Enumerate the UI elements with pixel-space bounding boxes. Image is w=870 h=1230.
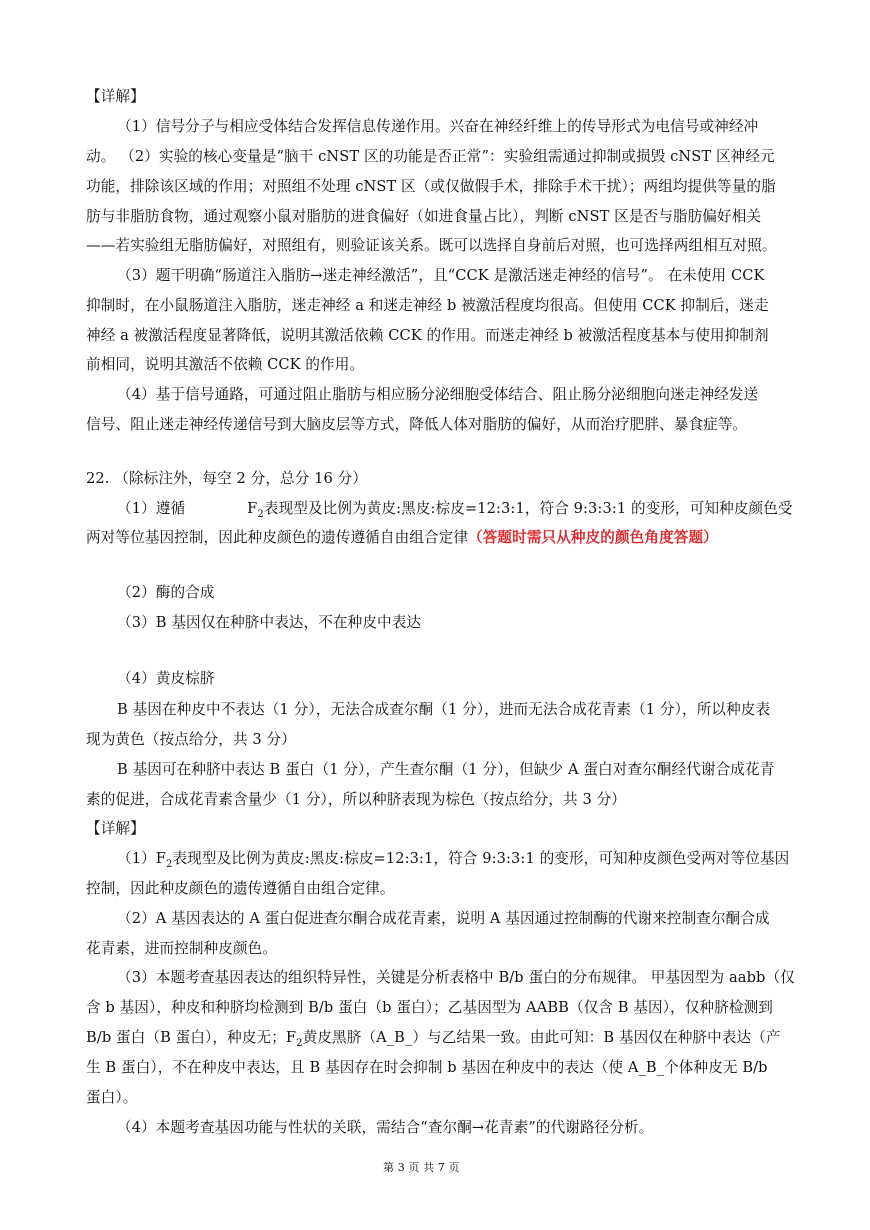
detail1-line-5: ——若实验组无脂肪偏好，对照组有，则验证该关系。既可以选择自身前后对照，也可选择两组相互对照。 <box>86 237 777 254</box>
q22-answer-1-line-2 <box>86 528 718 548</box>
detail2-p3-line3-pre: B/b 蛋白（B 蛋白），种皮无；F <box>86 1029 297 1046</box>
detail1-line-3: 功能，排除该区域的作用；对照组不处理 cNST 区（或仅做假手术，排除手术干扰）；两组均提供等量的脂 <box>86 178 776 195</box>
detail2-p2-line-1: （2）A 基因表达的 A 蛋白促进查尔酮合成花青素，说明 A 基因通过控制酶的代谢来控制查尔酮合成 <box>117 910 770 927</box>
detail2-p1-line-2: 控制，因此种皮颜色的遗传遵循自由组合定律。 <box>86 880 395 897</box>
q22-a1-label: （1）遵循 <box>117 500 186 517</box>
q22-answer-3: （3）B 基因仅在种脐中表达，不在种皮中表达 <box>117 614 422 631</box>
detail2-p1-start: （1）F <box>117 850 166 867</box>
detail2-p3-line3-post: 黄皮黑脐（A_B_）与乙结果一致。由此可知：B 基因仅在种脐中表达（产 <box>302 1029 781 1046</box>
detail2-p3-line3-sub: 2 <box>296 1037 303 1049</box>
page-footer: 第 3 页 共 7 页 <box>383 1161 460 1174</box>
detail2-p2-line-2: 花青素，进而控制种皮颜色。 <box>86 940 278 957</box>
detail1-line-2: 动。 （2）实验的核心变量是“脑干 cNST 区的功能是否正常”：实验组需通过抑制或损毁 cNST 区神经元 <box>86 148 775 165</box>
question-22-header: 22. （除标注外，每空 2 分，总分 16 分） <box>86 470 368 487</box>
detail2-p1 <box>117 849 789 875</box>
detail2-p1-rest: 表现型及比例为黄皮:黑皮:棕皮=12:3:1，符合 9:3:3:1 的变形，可知种皮颜色受两对等位基因 <box>172 850 790 867</box>
q22-a1-sub: 2 <box>257 508 264 520</box>
q22-a1-note: （答题时需只从种皮的颜色角度答题） <box>468 529 718 546</box>
detail1-line-4: 肪与非脂肪食物，通过观察小鼠对脂肪的进食偏好（如进食量占比），判断 cNST 区是否与脂肪偏好相关 <box>86 208 762 225</box>
q22-a4-line-4: 素的促进，合成花青素含量少（1 分），所以种脐表现为棕色（按点给分，共 3 分） <box>86 791 626 808</box>
detail1-line-1: （1）信号分子与相应受体结合发挥信息传递作用。兴奋在神经纤维上的传导形式为电信号或神经冲 <box>117 118 759 135</box>
q22-a1-line2: 两对等位基因控制，因此种皮颜色的遗传遵循自由组合定律 <box>86 529 469 546</box>
detail2-p4: （4）本题考查基因功能与性状的关联，需结合“查尔酮→花青素”的代谢路径分析。 <box>117 1119 654 1136</box>
detail1-line-10: （4）基于信号通路，可通过阻止脂肪与相应肠分泌细胞受体结合、阻止肠分泌细胞向迷走神经发送 <box>117 386 759 403</box>
q22-a4-line-3: B 基因可在种脐中表达 B 蛋白（1 分），产生查尔酮（1 分），但缺少 A 蛋白对查尔酮经代谢合成花青 <box>117 761 775 778</box>
q22-a1-f: F <box>247 500 258 517</box>
detail1-line-8: 神经 a 被激活程度显著降低，说明其激活依赖 CCK 的作用。而迷走神经 b 被激活程度基本与使用抑制剂 <box>86 327 769 344</box>
detail1-line-9: 前相同，说明其激活不依赖 CCK 的作用。 <box>86 356 365 373</box>
detail2-p3-line-5: 蛋白）。 <box>86 1089 138 1106</box>
q22-a4-line-2: 现为黄色（按点给分，共 3 分） <box>86 731 296 748</box>
detail2-p3-line-2: 含 b 基因），种皮和种脐均检测到 B/b 蛋白（b 蛋白）；乙基因型为 AABB（仅含 B 基因），仅种脐检测到 <box>86 999 773 1016</box>
detail2-p3-line-3 <box>86 1028 781 1054</box>
detail2-p1-sub: 2 <box>166 858 173 870</box>
detail1-line-6: （3）题干明确“肠道注入脂肪→迷走神经激活”，且“CCK 是激活迷走神经的信号”。 在未使用 CCK <box>117 267 765 284</box>
detail1-line-7: 抑制时，在小鼠肠道注入脂肪，迷走神经 a 和迷走神经 b 被激活程度均很高。但使用 CCK 抑制后，迷走 <box>86 297 769 314</box>
q22-a1-text: 表现型及比例为黄皮:黑皮:棕皮=12:3:1，符合 9:3:3:1 的变形，可知种皮颜色受 <box>263 500 793 517</box>
detail1-line-11: 信号、阻止迷走神经传递信号到大脑皮层等方式，降低人体对脂肪的偏好，从而治疗肥胖、暴食症等。 <box>86 416 748 433</box>
q22-answer-4: （4）黄皮棕脐 <box>117 670 215 687</box>
q22-answer-1 <box>117 499 793 525</box>
detail2-p3-line-4: 生 B 蛋白），不在种皮中表达，且 B 基因存在时会抑制 b 基因在种皮中的表达（使 A_B_个体种皮无 B/b <box>86 1059 768 1076</box>
q22-answer-2: （2）酶的合成 <box>117 584 215 601</box>
q22-a4-line-1: B 基因在种皮中不表达（1 分），无法合成查尔酮（1 分），进而无法合成花青素（1 分），所以种皮表 <box>117 701 771 718</box>
detail-heading-2: 【详解】 <box>86 820 145 837</box>
detail-heading: 【详解】 <box>86 88 145 105</box>
detail2-p3-line-1: （3）本题考查基因表达的组织特异性，关键是分析表格中 B/b 蛋白的分布规律。 甲基因型为 aabb（仅 <box>117 969 795 986</box>
